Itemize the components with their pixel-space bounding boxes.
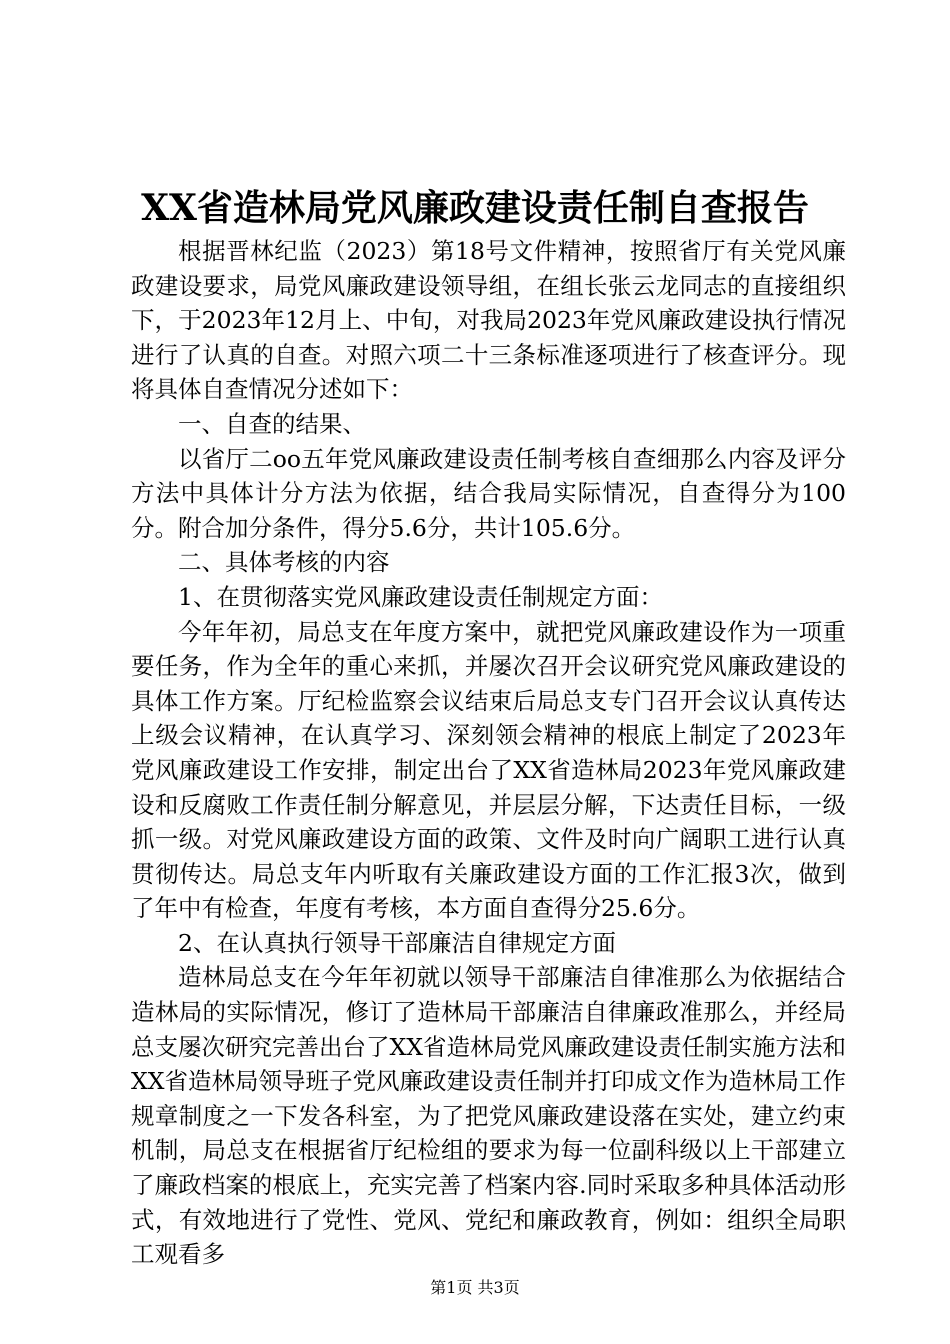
section-heading-assessment-content: 二、具体考核的内容 xyxy=(178,548,390,577)
subheading-responsibility-implementation: 1、在贯彻落实党风廉政建设责任制规定方面： xyxy=(178,582,663,611)
page-title: XX省造林局党风廉政建设责任制自查报告 xyxy=(141,187,809,229)
page-footer: 第1页 共3页 xyxy=(430,1278,520,1297)
paragraph-score: 以省厅二oo五年党风廉政建设责任制考核自查细那么内容及评分方法中具体计分方法为依据，结合我局实际情况，自查得分为100分。附合加分条件，得分5.6分，共计105.6分。 xyxy=(131,444,846,542)
paragraph-responsibility-implementation: 今年年初，局总支在年度方案中，就把党风廉政建设作为一项重要任务，作为全年的重心来抓，并屡次召开会议研究党风廉政建设的具体工作方案。厅纪检监察会议结束后局总支专门召开会议认真传达上级会议精神，在认真学习、深刻领会精神的根底上制定了2023年党风廉政建设工作安排，制定出台了XX省造林局2023年党风廉政建设和反腐败工作责任制分解意见，并层层分解，下达责任目标，一级抓一级。对党风廉政建设方面的政策、文件及时向广阔职工进行认真贯彻传达。局总支年内听取有关廉政建设方面的工作汇报3次，做到了年中有检查，年度有考核，本方面自查得分25.6分。 xyxy=(131,617,846,923)
document-body xyxy=(131,234,846,1272)
paragraph-self-discipline: 造林局总支在今年年初就以领导干部廉洁自律准那么为依据结合造林局的实际情况，修订了造林局干部廉洁自律廉政准那么，并经局总支屡次研究完善出台了XX省造林局党风廉政建设责任制实施方法和XX省造林局领导班子党风廉政建设责任制并打印成文作为造林局工作规章制度之一下发各科室，为了把党风廉政建设落在实处，建立约束机制，局总支在根据省厅纪检组的要求为每一位副科级以上干部建立了廉政档案的根底上，充实完善了档案内容.同时采取多种具体活动形式，有效地进行了党性、党风、党纪和廉政教育，例如：组织全局职工观看多 xyxy=(131,963,846,1269)
section-heading-self-check-result: 一、自查的结果、 xyxy=(178,409,366,438)
subheading-self-discipline: 2、在认真执行领导干部廉洁自律规定方面 xyxy=(178,928,616,957)
paragraph-intro: 根据晋林纪监（2023）第18号文件精神，按照省厅有关党风廉政建设要求，局党风廉政建设领导组，在组长张云龙同志的直接组织下，于2023年12月上、中旬，对我局2023年党风廉政建设执行情况进行了认真的自查。对照六项二十三条标准逐项进行了核查评分。现将具体自查情况分述如下： xyxy=(131,237,846,404)
